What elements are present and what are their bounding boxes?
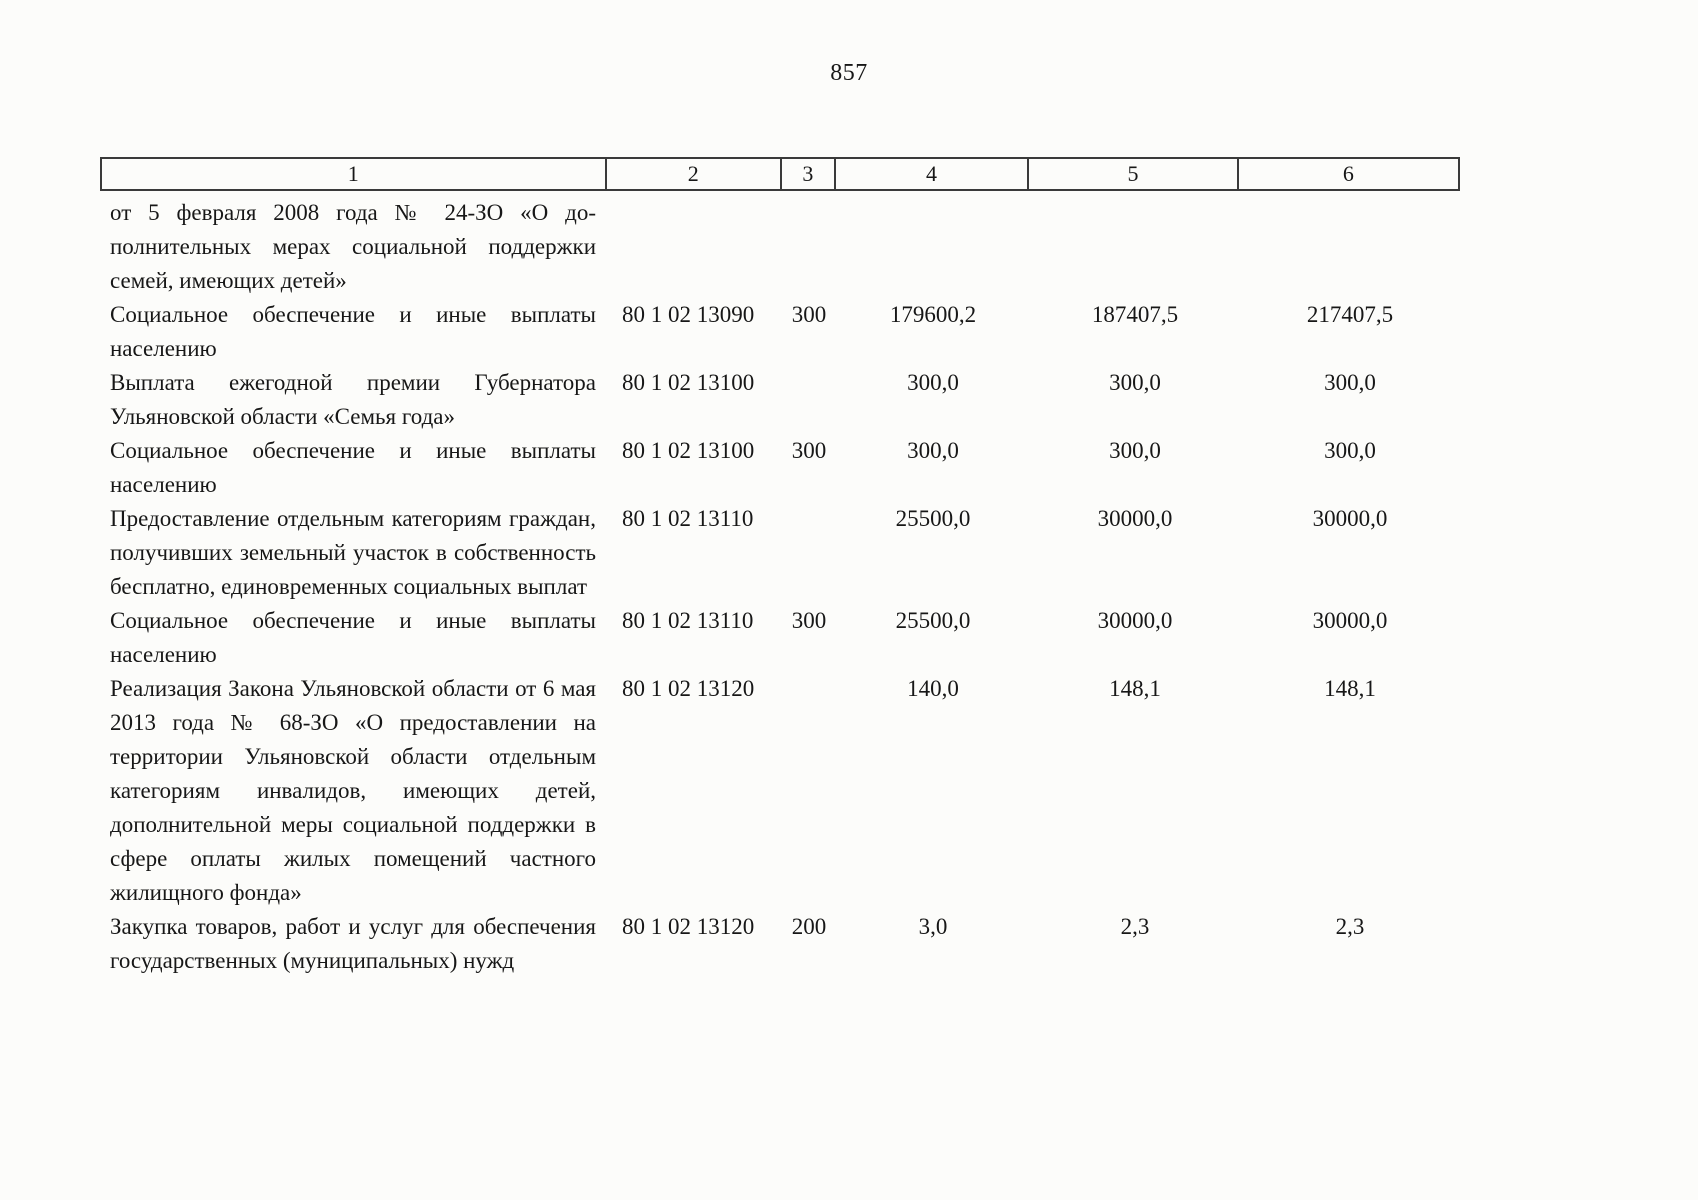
- cell-amount-3: 30000,0: [1312, 506, 1388, 531]
- cell-amount-3: 148,1: [1324, 676, 1376, 701]
- cell-name: от 5 февраля 2008 года № 24-ЗО «О дополнительных мерах социальной поддержки семей, имеющих детей»: [110, 200, 596, 293]
- cell-amount-3: 30000,0: [1312, 608, 1388, 633]
- table-row: [100, 502, 1460, 604]
- cell-code: 80 1 02 13110: [622, 506, 754, 531]
- cell-amount-1: 140,0: [907, 676, 959, 701]
- cell-amount-2: 148,1: [1109, 676, 1161, 701]
- header-col-1: 1: [102, 159, 607, 189]
- cell-amount-1: 300,0: [907, 370, 959, 395]
- cell-expense-type: 300: [791, 302, 827, 327]
- cell-name: Социальное обеспечение и иные выплаты населению: [110, 608, 596, 667]
- cell-code: 80 1 02 13090: [622, 302, 755, 327]
- cell-name: Выплата ежегодной премии Губернатора Ульяновской области «Семья года»: [110, 370, 596, 429]
- cell-amount-2: 30000,0: [1097, 506, 1173, 531]
- header-col-2: 2: [607, 159, 782, 189]
- table-row: [100, 604, 1460, 672]
- cell-amount-3: 300,0: [1324, 370, 1376, 395]
- cell-amount-1: 25500,0: [895, 506, 971, 531]
- cell-name: Социальное обеспечение и иные выплаты населению: [110, 302, 596, 361]
- table-row: [100, 434, 1460, 502]
- cell-expense-type: 300: [791, 438, 827, 463]
- table-header-row: [100, 157, 1460, 191]
- header-col-5: 5: [1029, 159, 1238, 189]
- cell-amount-1: 300,0: [907, 438, 959, 463]
- cell-amount-2: 2,3: [1120, 914, 1150, 939]
- table-row: [100, 672, 1460, 910]
- header-col-4: 4: [836, 159, 1029, 189]
- cell-code: 80 1 02 13100: [622, 438, 755, 463]
- cell-name: Социальное обеспечение и иные выплаты населению: [110, 438, 596, 497]
- cell-amount-2: 187407,5: [1091, 302, 1179, 327]
- table-body: [100, 191, 1460, 978]
- header-col-3: 3: [782, 159, 836, 189]
- header-col-6: 6: [1342, 161, 1354, 186]
- table-row: [100, 910, 1460, 978]
- cell-expense-type: 200: [791, 914, 827, 939]
- cell-name: Закупка товаров, работ и услуг для обеспечения государственных (муниципальных) нужд: [110, 914, 596, 973]
- cell-amount-1: 179600,2: [889, 302, 977, 327]
- cell-amount-2: 300,0: [1109, 370, 1161, 395]
- cell-amount-2: 30000,0: [1097, 608, 1173, 633]
- cell-name: Реализация Закона Ульяновской области от 6 мая 2013 года № 68-ЗО «О предоставлении на территории Ульяновской области отдельным категориям инвалидов, имеющих детей, дополнительной меры социальной поддержки в сфере оплаты жилых помещений частного жилищного фонда»: [110, 676, 596, 905]
- budget-table: [100, 157, 1460, 978]
- table-row: [100, 196, 1460, 298]
- page-number: 857: [830, 60, 868, 86]
- cell-expense-type: 300: [791, 608, 827, 633]
- cell-code: 80 1 02 13120: [622, 676, 755, 701]
- cell-amount-3: 217407,5: [1306, 302, 1394, 327]
- cell-code: 80 1 02 13120: [622, 914, 755, 939]
- cell-amount-1: 25500,0: [895, 608, 971, 633]
- cell-amount-2: 300,0: [1109, 438, 1161, 463]
- table-row: [100, 366, 1460, 434]
- cell-name: Предоставление отдельным категориям граждан, получивших земельный участок в собственность бесплатно, единовременных социальных выплат: [110, 506, 596, 599]
- cell-code: 80 1 02 13110: [622, 608, 754, 633]
- cell-amount-3: 2,3: [1335, 914, 1365, 939]
- cell-code: 80 1 02 13100: [622, 370, 755, 395]
- cell-amount-1: 3,0: [918, 914, 948, 939]
- table-row: [100, 298, 1460, 366]
- cell-amount-3: 300,0: [1324, 438, 1376, 463]
